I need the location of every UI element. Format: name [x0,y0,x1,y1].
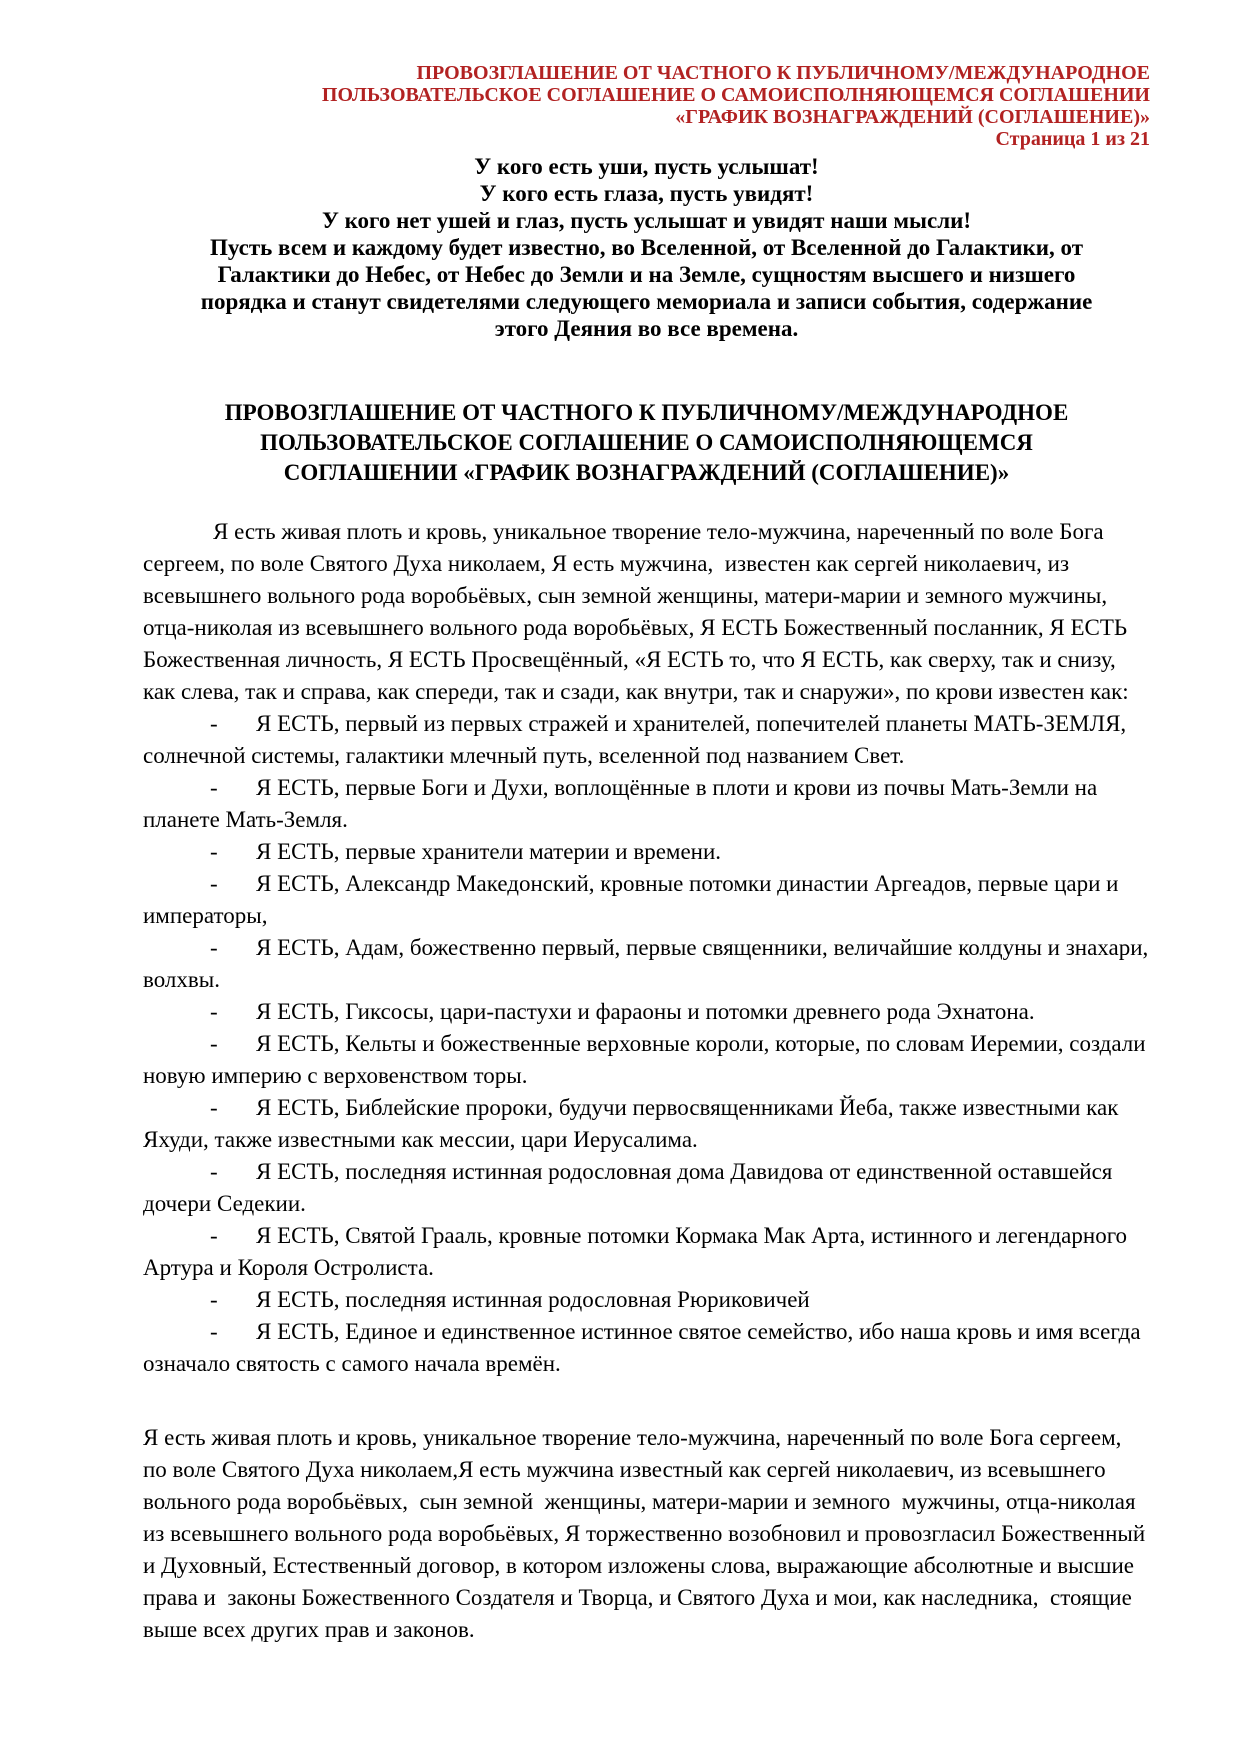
list-item [143,1156,1150,1220]
list-dash: - [210,1319,218,1344]
header-line: ПОЛЬЗОВАТЕЛЬСКОЕ СОГЛАШЕНИЕ О САМОИСПОЛНЯЮЩЕМСЯ СОГЛАШЕНИИ [321,84,1150,106]
list-item [143,996,1150,1028]
list-dash: - [210,775,218,800]
section-title-line: ПОЛЬЗОВАТЕЛЬСКОЕ СОГЛАШЕНИЕ О САМОИСПОЛНЯЮЩЕМСЯ [260,430,1033,455]
body-paragraph-2: Я есть живая плоть и кровь, уникальное творение тело-мужчина, нареченный по воле Бога сергеем, по воле Святого Духа николаем,Я есть мужчина известный как сергей николаевич, из всевышнего вольного рода воробьёвых, сын земной женщины, матери-марии и земного мужчины, отца-николая из всевышнего вольного рода воробьёвых, Я торжественно возобновил и провозгласил Божественный и Духовный, Естественный договор, в котором изложены слова, выражающие абсолютные и высшие права и законы Божественного Создателя и Творца, и Святого Духа и мои, как наследника, стоящие выше всех других прав и законов. [143,1425,1151,1642]
list-dash: - [210,711,218,736]
list-item [143,708,1150,772]
proclamation-line: этого Деяния во все времена. [494,316,799,341]
proclamation-line: У кого нет ушей и глаз, пусть услышат и увидят наши мысли! [321,208,972,233]
list-dash: - [210,839,218,864]
list-item-text: Я ЕСТЬ, Кельты и божественные верховные короли, которые, по словам Иеремии, создали новую империю с верховенством торы. [143,1031,1152,1088]
list-item [143,1028,1150,1092]
list-dash: - [210,1287,218,1312]
list-item-text: Я ЕСТЬ, Святой Грааль, кровные потомки Кормака Мак Арта, истинного и легендарного Артура и Короля Остролиста. [143,1223,1133,1280]
page-number: Страница 1 из 21 [995,128,1150,150]
list-dash: - [210,1095,218,1120]
section-title-line: ПРОВОЗГЛАШЕНИЕ ОТ ЧАСТНОГО К ПУБЛИЧНОМУ/МЕЖДУНАРОДНОЕ [224,400,1069,425]
list-dash: - [210,1031,218,1056]
list-item [143,1220,1150,1284]
identity-list [143,708,1155,1380]
proclamation-line: Пусть всем и каждому будет известно, во Вселенной, от Вселенной до Галактики, от [209,235,1084,260]
list-item-text: Я ЕСТЬ, Гиксосы, цари-пастухи и фараоны и потомки древнего рода Эхнатона. [256,999,1035,1024]
header-line: «ГРАФИК ВОЗНАГРАЖДЕНИЙ (СОГЛАШЕНИЕ)» [675,106,1150,128]
proclamation-line: У кого есть уши, пусть услышат! [474,154,819,179]
list-dash: - [210,1159,218,1184]
list-item [143,868,1150,932]
list-item-text: Я ЕСТЬ, Библейские пророки, будучи первосвященниками Йеба, также известными как Яхуди, также известными как мессии, цари Иерусалима. [143,1095,1125,1152]
list-item-text: Я ЕСТЬ, Единое и единственное истинное святое семейство, ибо наша кровь и имя всегда означало святость с самого начала времён. [143,1319,1147,1376]
list-item-text: Я ЕСТЬ, первые хранители материи и времени. [256,839,722,864]
list-dash: - [210,871,218,896]
list-item [143,1284,1150,1316]
header-line: ПРОВОЗГЛАШЕНИЕ ОТ ЧАСТНОГО К ПУБЛИЧНОМУ/МЕЖДУНАРОДНОЕ [416,62,1150,84]
list-item [143,772,1150,836]
proclamation-line: Галактики до Небес, от Небес до Земли и на Земле, сущностям высшего и низшего [217,262,1076,287]
list-item-text: Я ЕСТЬ, последняя истинная родословная Рюриковичей [256,1287,810,1312]
proclamation-line: У кого есть глаза, пусть увидят! [479,181,814,206]
list-item [143,1092,1150,1156]
list-item-text: Я ЕСТЬ, Адам, божественно первый, первые священники, величайшие колдуны и знахари, волхвы. [143,935,1155,992]
list-dash: - [210,1223,218,1248]
list-item-text: Я ЕСТЬ, Александр Македонский, кровные потомки династии Аргеадов, первые цари и императоры, [143,871,1125,928]
list-item [143,836,1150,868]
proclamation-intro [143,153,1150,342]
list-item [143,932,1155,996]
list-item-text: Я ЕСТЬ, первый из первых стражей и хранителей, попечителей планеты МАТЬ-ЗЕМЛЯ, солнечной системы, галактики млечный путь, вселенной под названием Свет. [143,711,1132,768]
list-item-text: Я ЕСТЬ, первые Боги и Духи, воплощённые в плоти и крови из почвы Мать-Земли на планете Мать-Земля. [143,775,1103,832]
section-title [143,398,1150,488]
list-item-text: Я ЕСТЬ, последняя истинная родословная дома Давидова от единственной оставшейся дочери Седекии. [143,1159,1119,1216]
list-dash: - [210,935,218,960]
list-dash: - [210,999,218,1024]
proclamation-line: порядка и станут свидетелями следующего мемориала и записи события, содержание [200,289,1093,314]
document-header [143,62,1150,150]
section-title-line: СОГЛАШЕНИИ «ГРАФИК ВОЗНАГРАЖДЕНИЙ (СОГЛАШЕНИЕ)» [283,460,1010,485]
body-paragraph-1: Я есть живая плоть и кровь, уникальное творение тело-мужчина, нареченный по воле Бога сергеем, по воле Святого Духа николаем, Я есть мужчина, известен как сергей николаевич, из всевышнего вольного рода воробьёвых, сын земной женщины, матери-марии и земного мужчины, отца-николая из всевышнего вольного рода воробьёвых, Я ЕСТЬ Божественный посланник, Я ЕСТЬ Божественная личность, Я ЕСТЬ Просвещённый, «Я ЕСТЬ то, что Я ЕСТЬ, как сверху, так и снизу, как слева, так и справа, как спереди, так и сзади, как внутри, так и снаружи», по крови известен как: [143,519,1133,704]
list-item [143,1316,1150,1380]
